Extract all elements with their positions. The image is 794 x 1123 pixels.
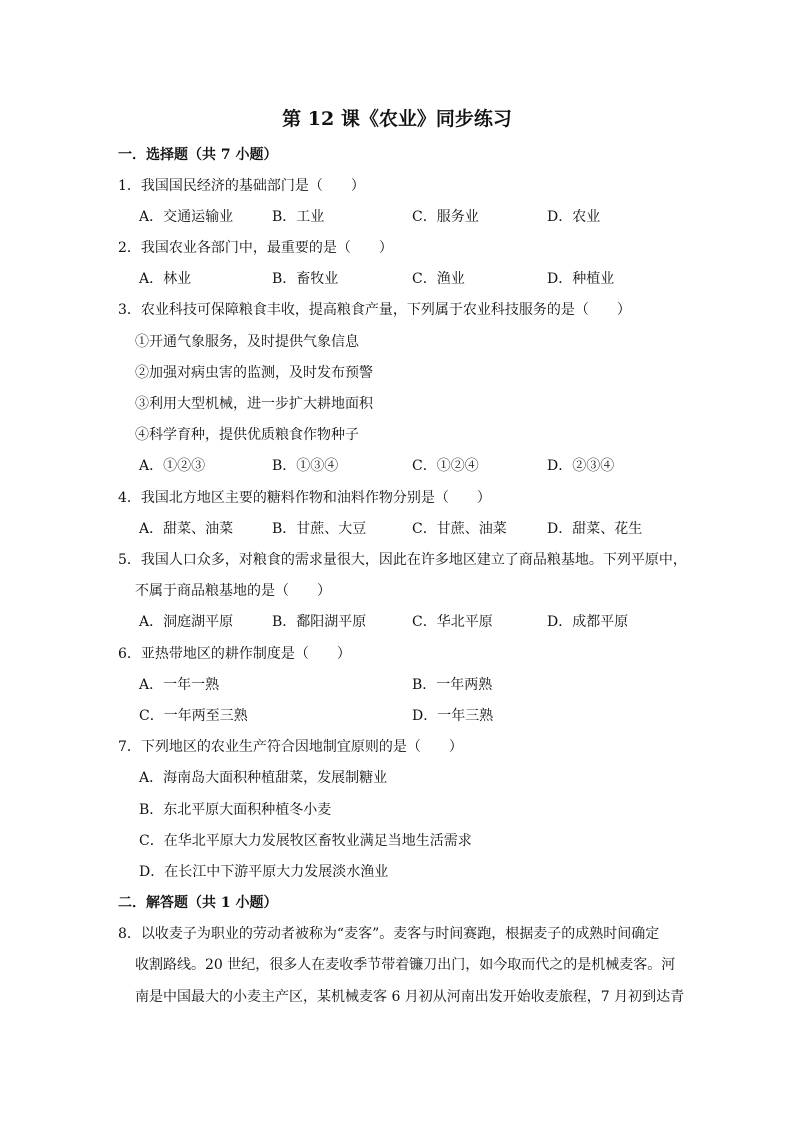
question-4-option-b: B．甘蔗、大豆: [272, 521, 367, 537]
question-2-option-d: D．种植业: [547, 271, 615, 287]
question-4-option-c: C．甘蔗、油菜: [412, 521, 507, 537]
question-5-stem-line-1: 5．我国人口众多，对粮食的需求量很大，因此在许多地区建立了商品粮基地。下列平原中，: [118, 552, 687, 568]
question-8-line-1: 8．以收麦子为职业的劳动者被称为“麦客”。麦客与时间赛跑，根据麦子的成熟时间确定: [118, 926, 660, 942]
question-3-item-3: ③利用大型机械，进一步扩大耕地面积: [135, 396, 373, 412]
question-4-option-d: D．甜菜、花生: [547, 521, 643, 537]
question-7-option-c: C．在华北平原大力发展牧区畜牧业满足当地生活需求: [139, 833, 472, 849]
question-3-item-1: ①开通气象服务，及时提供气象信息: [135, 334, 359, 350]
page-title: 第 12 课《农业》同步练习: [282, 108, 512, 130]
question-5-option-d: D．成都平原: [547, 614, 629, 630]
question-2-option-b: B．畜牧业: [272, 271, 339, 287]
section-heading-choice: 一．选择题（共 7 小题）: [118, 147, 278, 163]
question-2-option-c: C．渔业: [412, 271, 465, 287]
question-1-option-a: A．交通运输业: [139, 209, 234, 225]
question-6-option-c: C．一年两至三熟: [139, 708, 248, 724]
question-1-option-c: C．服务业: [412, 209, 479, 225]
question-4-stem: 4．我国北方地区主要的糖料作物和油料作物分别是（ ）: [118, 490, 491, 506]
question-7-option-b: B．东北平原大面积种植冬小麦: [139, 802, 332, 818]
question-5-option-b: B．鄱阳湖平原: [272, 614, 367, 630]
question-3-option-c: C．①②④: [412, 458, 479, 474]
question-6-option-b: B．一年两熟: [412, 677, 493, 693]
question-7-stem: 7．下列地区的农业生产符合因地制宜原则的是（ ）: [118, 739, 463, 755]
question-7-option-a: A．海南岛大面积种植甜菜，发展制糖业: [139, 770, 388, 786]
question-2-stem: 2．我国农业各部门中，最重要的是（ ）: [118, 240, 393, 256]
question-5-stem-line-2: 不属于商品粮基地的是（ ）: [135, 583, 331, 599]
question-3-stem: 3．农业科技可保障粮食丰收，提高粮食产量，下列属于农业科技服务的是（ ）: [118, 302, 631, 318]
question-1-stem: 1．我国国民经济的基础部门是（ ）: [118, 178, 365, 194]
question-3-item-2: ②加强对病虫害的监测，及时发布预警: [135, 365, 373, 381]
section-heading-answer: 二．解答题（共 1 小题）: [118, 895, 278, 911]
question-8-line-2: 收割路线。20 世纪，很多人在麦收季节带着镰刀出门，如今取而代之的是机械麦客。河: [135, 957, 676, 973]
question-6-option-d: D．一年三熟: [412, 708, 494, 724]
question-2-option-a: A．林业: [139, 271, 192, 287]
question-4-option-a: A．甜菜、油菜: [139, 521, 234, 537]
question-3-option-d: D．②③④: [547, 458, 615, 474]
question-6-option-a: A．一年一熟: [139, 677, 220, 693]
question-7-option-d: D．在长江中下游平原大力发展淡水渔业: [139, 864, 389, 880]
question-3-option-b: B．①③④: [272, 458, 339, 474]
question-3-item-4: ④科学育种，提供优质粮食作物种子: [135, 427, 359, 443]
question-3-option-a: A．①②③: [139, 458, 206, 474]
question-5-option-c: C．华北平原: [412, 614, 493, 630]
question-5-option-a: A．洞庭湖平原: [139, 614, 234, 630]
question-1-option-d: D．农业: [547, 209, 601, 225]
question-1-option-b: B．工业: [272, 209, 325, 225]
question-6-stem: 6．亚热带地区的耕作制度是（ ）: [118, 646, 351, 662]
question-8-line-3: 南是中国最大的小麦主产区，某机械麦客 6 月初从河南出发开始收麦旅程，7 月初到达青: [135, 989, 685, 1005]
